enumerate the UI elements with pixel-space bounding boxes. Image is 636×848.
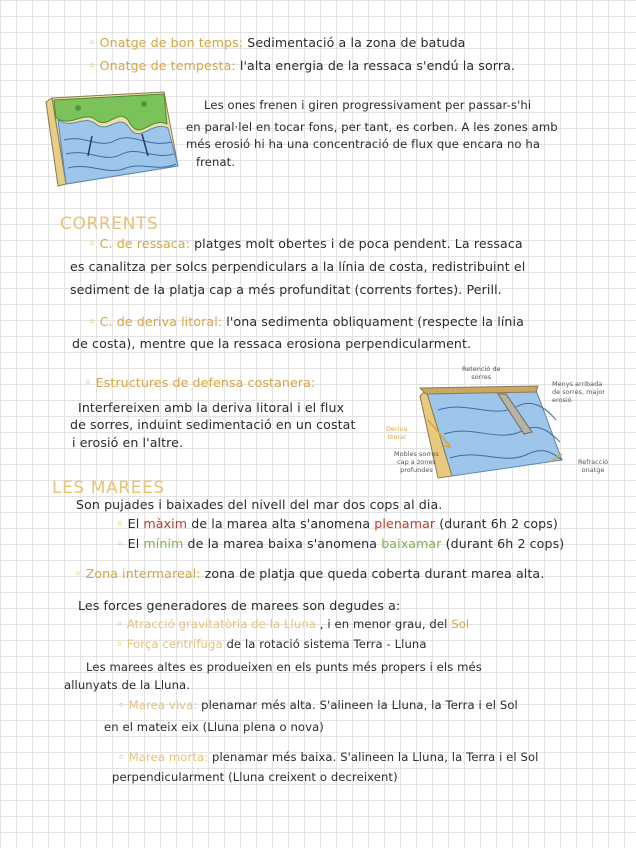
spring-tide-line2: en el mateix eix (Lluna plena o nova) [104, 720, 324, 734]
spring-tide-line1 [118, 700, 518, 712]
figure-label-refraction: Refracció onatge [578, 458, 609, 475]
longshore-line2: de costa), mentre que la ressaca erosiona perpendicularment. [72, 336, 472, 351]
rip-current-label: C. de ressaca: [99, 236, 190, 251]
intertidal-label: Zona intermareal: [85, 566, 201, 581]
figure-label-drift: Deriva litoral [386, 425, 408, 442]
force1-sun: Sol [451, 617, 470, 631]
high-tides-line2: allunyats de la Lluna. [64, 678, 191, 692]
wave-refraction-figure [44, 84, 180, 188]
rip-current-line2: es canalitza per solcs perpendiculars a la línia de costa, redistribuint el [70, 259, 526, 274]
defense-label: Estructures de defensa costanera: [95, 375, 316, 390]
wave-desc-line2: en paral·lel en tocar fons, per tant, es corben. A les zones amb [186, 120, 558, 134]
tide-min-post: (durant 6h 2 cops) [445, 536, 565, 551]
force2-label: Força centrífuga [126, 637, 223, 651]
wave-desc-line1: Les ones frenen i giren progressivament per passar-s'hi [204, 98, 532, 112]
fair-weather-text: Sedimentació a la zona de batuda [247, 35, 466, 50]
defense-line2: de sorres, induint sedimentació en un costat [70, 417, 356, 432]
currents-heading: CORRENTS [60, 214, 159, 234]
bullet-icon: ◦ [118, 698, 125, 712]
tide-min-mid: de la marea baixa s'anomena [187, 536, 378, 551]
intertidal-text: zona de platja que queda coberta durant marea alta. [204, 566, 545, 581]
bullet-icon: ◦ [88, 58, 96, 73]
intertidal-line [74, 568, 544, 581]
tide-min-line [116, 538, 564, 551]
high-tides-line1: Les marees altes es produeixen en els punts més propers i els més [86, 660, 482, 674]
figure-label-retention: Retenció de sorres [462, 365, 501, 382]
bullet-icon: ◦ [84, 375, 92, 390]
wave-desc-line3: més erosió hi ha una concentració de flux que encara no ha [186, 137, 541, 151]
fair-weather-line [88, 37, 466, 50]
force1-line [116, 619, 469, 631]
longshore-line1 [88, 316, 524, 329]
neap-tide-line2: perpendicularment (Lluna creixent o decreixent) [112, 770, 398, 784]
storm-line [88, 60, 515, 73]
tide-max-post: (durant 6h 2 cops) [439, 516, 558, 531]
force1-label: Atracció gravitatòria de la Lluna [126, 617, 316, 631]
bullet-icon: ◦ [88, 314, 96, 329]
tides-intro: Son pujades i baixades del nivell del mar dos cops al dia. [76, 497, 443, 512]
figure-label-deep-sand: Mobles sorres cap a zones profundes [394, 450, 439, 475]
forces-intro: Les forces generadores de marees son degudes a: [78, 598, 401, 613]
defense-line3: i erosió en l'altre. [72, 435, 184, 450]
tide-max-pre: El [127, 516, 140, 531]
wave-desc-line4: frenat. [196, 155, 236, 169]
tide-max-word: màxim [143, 516, 188, 531]
force1-mid: , i en menor grau, del [319, 617, 448, 631]
bullet-icon: ◦ [118, 750, 125, 764]
rip-current-line1 [88, 238, 523, 251]
bullet-icon: ◦ [116, 516, 124, 531]
defense-line1: Interfereixen amb la deriva litoral i el flux [78, 400, 345, 415]
neap-tide-text: plenamar més baixa. S'alineen la Lluna, la Terra i el Sol [212, 750, 539, 764]
longshore-label: C. de deriva litoral: [99, 314, 223, 329]
storm-label: Onatge de tempesta: [99, 58, 236, 73]
neap-tide-line1 [118, 752, 539, 764]
tide-max-term: plenamar [374, 516, 436, 531]
tides-heading: LES MAREES [52, 478, 165, 498]
bullet-icon: ◦ [88, 236, 96, 251]
bullet-icon: ◦ [116, 536, 124, 551]
defense-heading-line [84, 377, 315, 390]
tide-min-term: baixamar [381, 536, 442, 551]
spring-tide-text: plenamar més alta. S'alineen la Lluna, la Terra i el Sol [201, 698, 518, 712]
longshore-text: l'ona sedimenta obliquament (respecte la línia [226, 314, 524, 329]
bullet-icon: ◦ [116, 637, 123, 651]
rip-current-line3: sediment de la platja cap a més profunditat (corrents fortes). Perill. [70, 282, 502, 297]
tide-min-word: mínim [143, 536, 184, 551]
force2-line [116, 639, 427, 651]
figure-label-less-supply: Menys arribada de sorres, major erosió [552, 380, 605, 405]
spring-tide-label: Marea viva: [128, 698, 198, 712]
fair-weather-label: Onatge de bon temps: [99, 35, 244, 50]
tide-min-pre: El [127, 536, 140, 551]
tide-max-line [116, 518, 558, 531]
bullet-icon: ◦ [116, 617, 123, 631]
rip-current-text: platges molt obertes i de poca pendent. La ressaca [194, 236, 523, 251]
tide-max-mid: de la marea alta s'anomena [191, 516, 371, 531]
bullet-icon: ◦ [88, 35, 96, 50]
neap-tide-label: Marea morta: [128, 750, 209, 764]
storm-text: l'alta energia de la ressaca s'endú la sorra. [239, 58, 516, 73]
bullet-icon: ◦ [74, 566, 82, 581]
force2-text: de la rotació sistema Terra - Lluna [226, 637, 427, 651]
